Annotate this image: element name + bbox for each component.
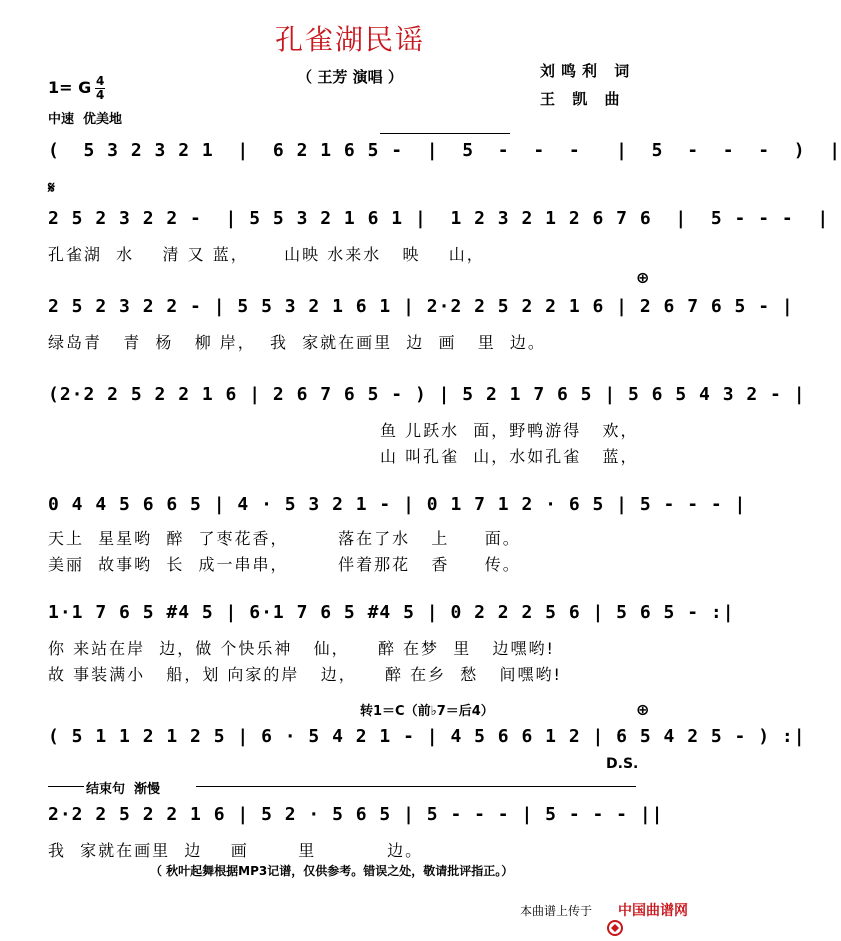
coda-icon-2: ⊕ <box>636 700 650 719</box>
system-4-lyrics-1: 鱼 儿跃水 面，野鸭游得 欢， <box>380 421 639 440</box>
time-signature-bottom: 4 <box>96 88 105 102</box>
system-1-notes: ( 5 3 2 3 2 1 | 6 2 1 6 5 - | 5 - - - | 5 - - - ) | <box>48 140 841 161</box>
system-7-notes: ( 5 1 1 2 1 2 5 | 6 · 5 4 2 1 - | 4 5 6 6 1 2 | 6 5 4 2 5 - ) :| <box>48 726 806 747</box>
ending-line-left <box>48 786 84 787</box>
lyricist-credit: 刘鸣利 词 <box>540 62 636 80</box>
system-8-notes: 2·2 2 5 2 2 1 6 | 5 2 · 5 6 5 | 5 - - - | 5 - - - || <box>48 804 664 825</box>
ending-marking: 结束句 渐慢 <box>86 782 161 797</box>
system-2-notes: 2 5 2 3 2 2 - | 5 5 3 2 1 6 1 | 1 2 3 2 1 2 6 7 6 | 5 - - - | <box>48 208 830 229</box>
singer-credit: （ 王芳 演唱 ） <box>297 68 403 86</box>
footer-brand[interactable]: 中国曲谱网 <box>618 903 688 919</box>
tempo-marking: 中速 优美地 <box>48 112 123 127</box>
ending-line-right <box>196 786 636 787</box>
system-5-lyrics-1: 天上 星星哟 醉 了枣花香， 落在了水 上 面。 <box>48 529 521 548</box>
segno-icon: 𝄋 <box>48 178 55 197</box>
system-5-notes: 0 4 4 5 6 6 5 | 4 · 5 3 2 1 - | 0 1 7 1 2 · 6 5 | 5 - - - | <box>48 494 747 515</box>
system-6-lyrics-1: 你 来站在岸 边，做 个快乐神 仙， 醉 在梦 里 边嘿哟! <box>48 639 555 658</box>
composer-credit: 王 凯 曲 <box>540 90 626 108</box>
system-3-lyrics-1: 绿岛青 青 杨 柳 岸， 我 家就在画里 边 画 里 边。 <box>48 333 546 352</box>
system-1-tie <box>380 133 510 134</box>
system-5-lyrics-2: 美丽 故事哟 长 成一串串， 伴着那花 香 传。 <box>48 555 521 574</box>
score-title: 孔雀湖民谣 <box>274 23 425 56</box>
dal-segno: D.S. <box>606 756 639 772</box>
footnote: （ 秋叶起舞根据MP3记谱，仅供参考。错误之处，敬请批评指正。） <box>150 864 514 878</box>
system-6-lyrics-2: 故 事装满小 船，划 向家的岸 边， 醉 在乡 愁 间嘿哟! <box>48 665 562 684</box>
modulation-marking: 转1＝C（前♭7＝后4） <box>360 704 494 719</box>
coda-icon: ⊕ <box>636 268 650 287</box>
footer-uploaded-label: 本曲谱上传于 <box>520 904 593 918</box>
key-signature: 1= G <box>48 78 92 97</box>
system-6-notes: 1·1 7 6 5 #4 5 | 6·1 7 6 5 #4 5 | 0 2 2 2 5 6 | 5 6 5 - :| <box>48 602 735 623</box>
time-signature-top: 4 <box>96 74 105 88</box>
system-4-notes: (2·2 2 5 2 2 1 6 | 2 6 7 6 5 - ) | 5 2 1 7 6 5 | 5 6 5 4 3 2 - | <box>48 384 806 405</box>
system-2-lyrics-1: 孔雀湖 水 清 又 蓝， 山映 水来水 映 山， <box>48 245 485 264</box>
system-3-notes: 2 5 2 3 2 2 - | 5 5 3 2 1 6 1 | 2·2 2 5 2 2 1 6 | 2 6 7 6 5 - | <box>48 296 794 317</box>
system-4-lyrics-2: 山 叫孔雀 山，水如孔雀 蓝， <box>380 447 639 466</box>
system-8-lyrics-1: 我 家就在画里 边 画 里 边。 <box>48 841 424 860</box>
